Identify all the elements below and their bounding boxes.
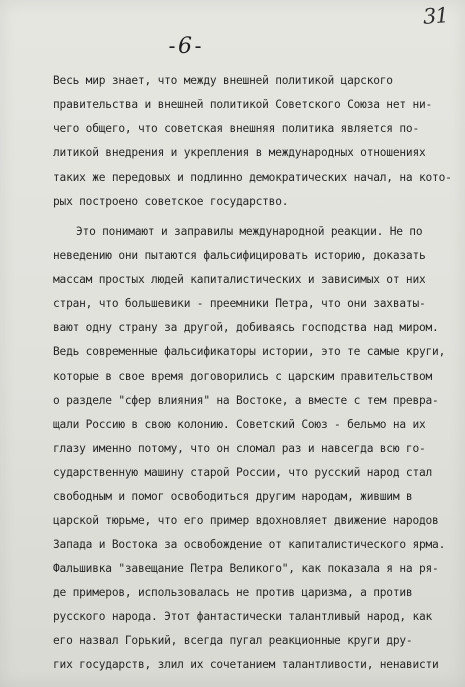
text-line: литикой внедрения и укрепления в международных отношениях [53, 146, 426, 159]
text-line: его назвал Горький, всегда пугал реакционные круги дру- [53, 634, 413, 647]
page-number: -6- [165, 34, 205, 59]
text-line: Ведь современные фальсификаторы истории, это те самые круги, [53, 345, 446, 358]
text-line: свободным и помог освободиться другим народам, жившим в [53, 490, 413, 503]
text-line: Запада и Востока за освобождение от капиталистического ярма. [53, 538, 446, 551]
text-line: царской тюрьме, что его пример вдохновляет движение народов [53, 514, 439, 527]
text-line: Фальшивка "завещание Петра Великого", как показала я на ря- [53, 562, 439, 575]
text-line: сударственную машину старой России, что русский народ стал [53, 466, 433, 479]
text-line: правительства и внешней политикой Советского Союза нет ни- [53, 98, 433, 111]
text-line: русского народа. Этот фантастически талантливый народ, как [53, 610, 433, 623]
text-line: Это понимают и заправилы международной реакции. Не по [76, 225, 423, 238]
text-line: щали Россию в свою колонию. Советский Союз - бельмо на их [53, 418, 426, 431]
text-line: неведению они пытаются фальсифицировать историю, доказать [53, 249, 426, 262]
text-line: вают одну страну за другой, добиваясь господства над миром. [53, 321, 439, 334]
text-line: массам простых людей капиталистических и зависимых от них [53, 273, 426, 286]
text-line: стран, что большевики - преемники Петра, что они захваты- [53, 297, 426, 310]
text-line: гих государств, злил их сочетанием талантливости, ненависти [53, 658, 439, 671]
text-line: чего общего, что советская внешняя политика является по- [53, 122, 419, 135]
text-line: о разделе "сфер влияния" на Востоке, а вместе с тем превра- [53, 394, 439, 407]
page-number-value: 6 [178, 34, 192, 59]
text-line: таких же передовых и подлинно демократических начал, на кото- [53, 171, 452, 184]
text-line: рых построено советское государство. [53, 195, 289, 208]
text-line: глазу именно потому, что он сломал раз и навсегда всю го- [53, 442, 426, 455]
text-line: де примеров, использовалась не против царизма, а против [53, 586, 413, 599]
text-line: Весь мир знает, что между внешней политикой царского [53, 74, 393, 87]
text-line: которые в свое время договорились с царским правительством [53, 370, 433, 383]
archive-number: 31 [422, 3, 449, 29]
